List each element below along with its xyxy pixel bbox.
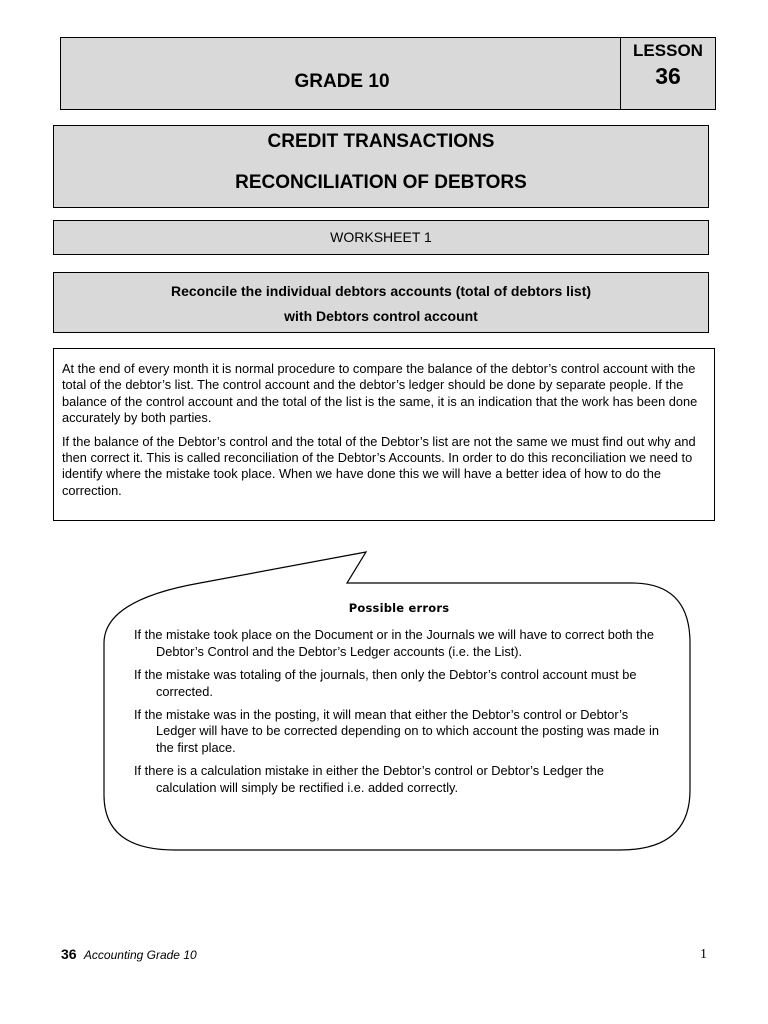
lesson-label: LESSON — [633, 41, 703, 60]
grade-title: GRADE 10 — [294, 70, 390, 92]
instruction-box — [53, 272, 709, 333]
grade-header — [60, 37, 716, 110]
error-item: If the mistake was in the posting, it will mean that either the Debtor’s control or Debtor’s Ledger will have to be corrected depending on to which account the posting was made in the first place. — [134, 707, 659, 755]
title-line-1: CREDIT TRANSACTIONS — [267, 131, 495, 152]
page-number: 1 — [700, 947, 707, 962]
bubble-heading: Possible errors — [348, 601, 450, 615]
instruction-line-1: Reconcile the individual debtors accounts (total of debtors list) — [170, 283, 592, 299]
footer-title: Accounting Grade 10 — [83, 948, 197, 962]
lesson-cell — [620, 38, 715, 109]
worksheet-label: WORKSHEET 1 — [53, 220, 709, 255]
instruction-line-2: with Debtors control account — [284, 308, 478, 324]
title-line-2: RECONCILIATION OF DEBTORS — [235, 172, 527, 193]
intro-paragraph: If the balance of the Debtor’s control and the total of the Debtor’s list are not the same we must find out why and then correct it. This is called reconciliation of the Debtor’s Accounts. In order to do this reconciliation we need to identify where the mistake took place. When we have done this we will have a better idea of how to do the correction. — [62, 433, 696, 498]
footer-lesson-number: 36 — [61, 946, 77, 962]
lesson-number: 36 — [655, 63, 681, 89]
intro-paragraph: At the end of every month it is normal procedure to compare the balance of the debtor’s control account with the total of the debtor’s list. The control account and the debtor’s ledger should be done by separate people. If the balance of the control account and the total of the list is the same, it is an indication that the work has been done accurately by both parties. — [62, 361, 698, 426]
error-item: If the mistake took place on the Document or in the Journals we will have to correct both the Debtor’s Control and the Debtor’s Ledger accounts (i.e. the List). — [134, 627, 654, 659]
footer — [61, 946, 197, 962]
error-item: If the mistake was totaling of the journals, then only the Debtor’s control account must be corrected. — [134, 667, 637, 699]
title-box — [53, 125, 709, 208]
intro-text-box — [53, 348, 715, 521]
error-item: If there is a calculation mistake in either the Debtor’s control or Debtor’s Ledger the calculation will simply be rectified i.e. added correctly. — [134, 763, 604, 795]
bubble-content — [134, 600, 664, 803]
